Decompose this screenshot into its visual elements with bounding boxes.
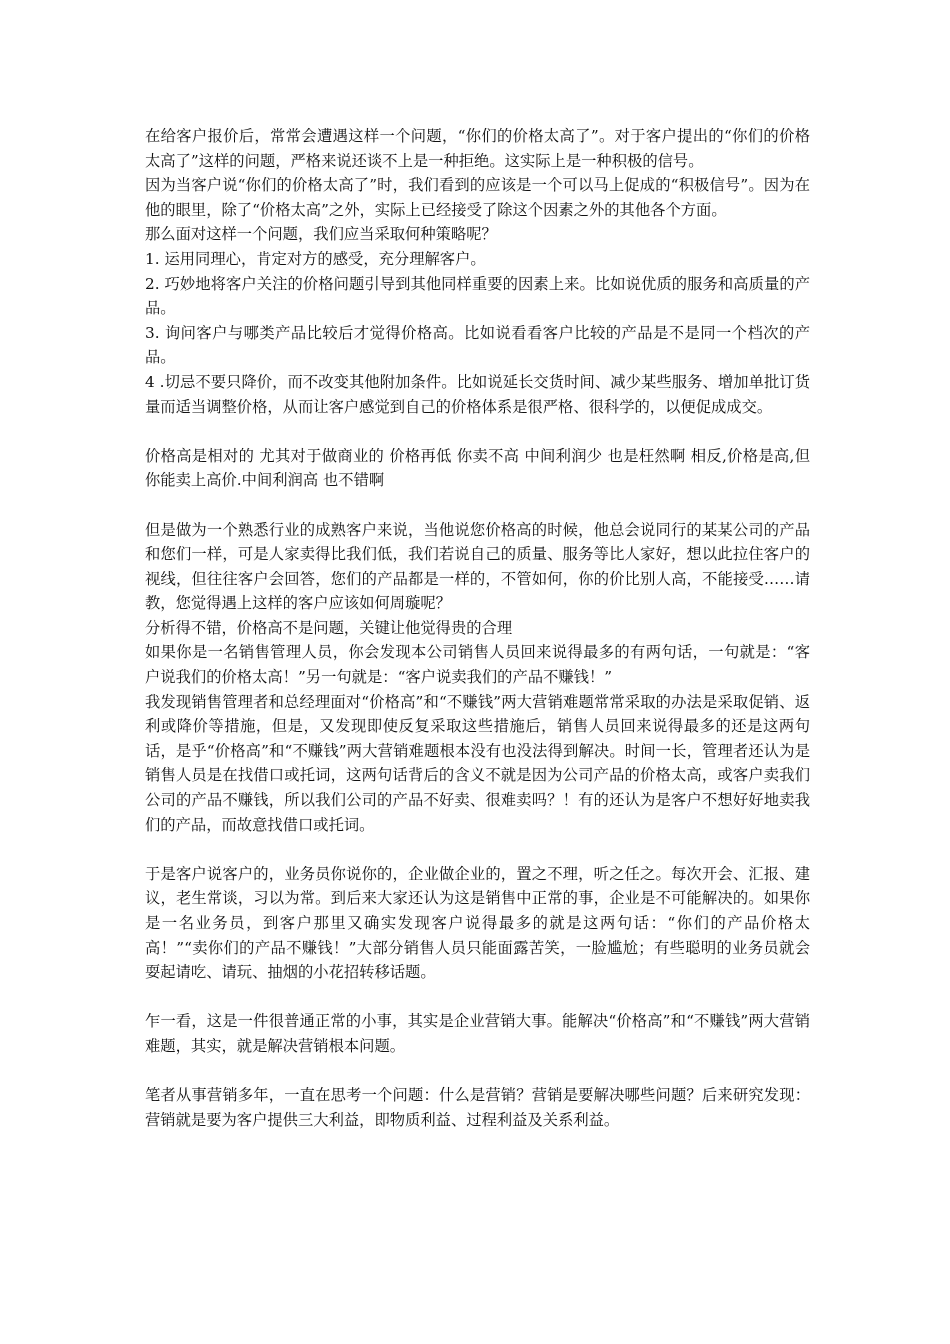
blank-line [145, 493, 810, 518]
paragraph-price-relative: 价格高是相对的 尤其对于做商业的 价格再低 你卖不高 中间利润少 也是枉然啊 相反,价格是高,但你能卖上高价.中间利润高 也不错啊 [145, 446, 810, 490]
list-item-1: 1. 运用同理心，肯定对方的感受，充分理解客户。 [145, 249, 486, 268]
paragraph-three-benefits: 笔者从事营销多年，一直在思考一个问题：什么是营销？营销是要解决哪些问题？后来研究发现：营销就是要为客户提供三大利益，即物质利益、过程利益及关系利益。 [145, 1086, 810, 1129]
paragraph-two-problems: 我发现销售管理者和总经理面对“价格高”和“不赚钱”两大营销难题常常采取的办法是采取促销、返利或降价等措施，但是，又发现即使反复采取这些措施后，销售人员回来说得最多的还是这两句话，是乎“价格高”和“不赚钱”两大营销难题根本没有也没法得到解决。时间一长，管理者还认为是销售人员是在找借口或托词，这两句话背后的含义不就是因为公司产品的价格太高，或客户卖我们公司的产品不赚钱，所以我们公司的产品不好卖、很难卖吗？！有的还认为是客户不想好好地卖我们的产品，而故意找借口或托词。 [145, 692, 810, 834]
list-item-4: 4 .切忌不要只降价，而不改变其他附加条件。比如说延长交货时间、减少某些服务、增加单批订货量而适当调整价格，从而让客户感觉到自己的价格体系是很严格、很科学的，以便促成成交。 [145, 372, 810, 416]
paragraph-ignored: 于是客户说客户的，业务员你说你的，企业做企业的，置之不理，听之任之。每次开会、汇报、建议，老生常谈，习以为常。到后来大家还认为这是销售中正常的事，企业是不可能解决的。如果你是一名业务员，到客户那里又确实发现客户说得最多的就是这两句话：“你们的产品价格太高！”“卖你们的产品不赚钱！”大部分销售人员只能面露苦笑，一脸尴尬；有些聪明的业务员就会耍起请吃、请玩、抽烟的小花招转移话题。 [145, 864, 810, 982]
paragraph-sales-manager: 如果你是一名销售管理人员，你会发现本公司销售人员回来说得最多的有两句话，一句就是：“客户说我们的价格太高！”另一句就是：“客户说卖我们的产品不赚钱！” [145, 643, 810, 687]
paragraph-strategy-question: 那么面对这样一个问题，我们应当采取何种策略呢？ [145, 225, 497, 244]
paragraph-intro: 在给客户报价后，常常会遭遇这样一个问题，“你们的价格太高了”。对于客户提出的“你们的价格太高了”这样的问题，严格来说还谈不上是一种拒绝。这实际上是一种积极的信号。 [145, 127, 810, 170]
paragraph-analysis: 分析得不错，价格高不是问题，关键让他觉得贵的合理 [145, 618, 513, 637]
paragraph-positive-signal: 因为当客户说“你们的价格太高了”时，我们看到的应该是一个可以马上促成的“积极信号”。因为在他的眼里，除了“价格太高”之外，实际上已经接受了除这个因素之外的其他各个方面。 [145, 176, 810, 219]
paragraph-mature-customer: 但是做为一个熟悉行业的成熟客户来说，当他说您价格高的时候，他总会说同行的某某公司的产品和您们一样，可是人家卖得比我们低，我们若说自己的质量、服务等比人家好，想以此拉住客户的视线，但往往客户会回答，您们的产品都是一样的，不管如何，你的价比别人高，不能接受……请教，您觉得遇上这样的客户应该如何周璇呢？ [145, 520, 810, 613]
blank-line [145, 1059, 810, 1084]
list-item-2: 2. 巧妙地将客户关注的价格问题引导到其他同样重要的因素上来。比如说优质的服务和高质量的产品。 [145, 274, 810, 318]
list-item-3: 3. 询问客户与哪类产品比较后才觉得价格高。比如说看看客户比较的产品是不是同一个档次的产品。 [145, 323, 810, 367]
blank-line [145, 419, 810, 444]
blank-line [145, 837, 810, 862]
blank-line [145, 985, 810, 1010]
document-body [145, 124, 810, 1132]
paragraph-big-matter: 乍一看，这是一件很普通正常的小事，其实是企业营销大事。能解决“价格高”和“不赚钱”两大营销难题，其实，就是解决营销根本问题。 [145, 1012, 810, 1055]
